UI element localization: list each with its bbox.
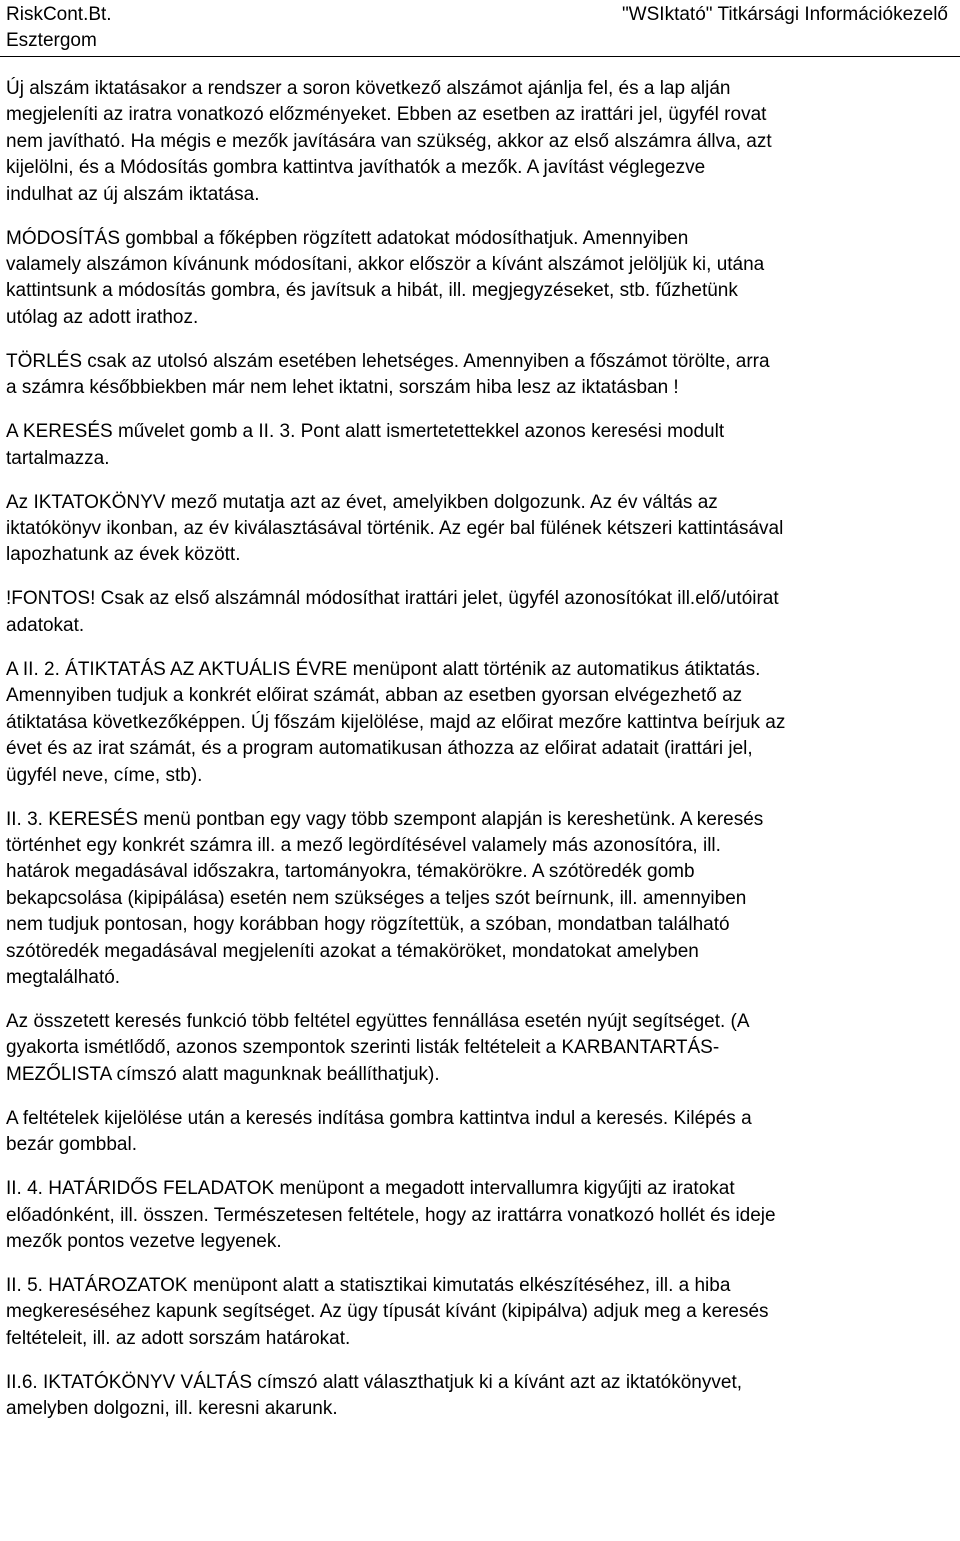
text-line: szótöredék megadásával megjeleníti azokat a témaköröket, mondatokat amelyben [6, 940, 699, 962]
paragraph [6, 349, 956, 402]
text-line: megkereséséhez kapunk segítséget. Az ügy típusát kívánt (kipipálva) adjuk meg a keresés [6, 1301, 769, 1323]
text-line: kijelölni, és a Módosítás gombra kattintva javíthatók a mezők. A javítást véglegezve [6, 157, 706, 179]
text-line: MÓDOSÍTÁS gombbal a főképben rögzített adatokat módosíthatjuk. Amennyiben [6, 227, 689, 249]
text-line: előadónként, ill. összen. Természetesen feltétele, hogy az irattárra vonatkozó hollét és ideje [6, 1204, 776, 1226]
text-line: A KERESÉS művelet gomb a II. 3. Pont alatt ismertetettekkel azonos keresési modult [6, 421, 725, 443]
text-line: nem tudjuk pontosan, hogy korábban hogy rögzítettük, a szóban, mondatban található [6, 914, 730, 936]
text-line: évet és az irat számát, és a program automatikusan áthozza az előirat adatait (irattári jel, [6, 738, 753, 760]
paragraph [6, 1009, 956, 1088]
text-line: TÖRLÉS csak az utolsó alszám esetében lehetséges. Amennyiben a főszámot törölte, arra [6, 350, 770, 372]
paragraph [6, 1370, 956, 1423]
text-line: ügyfél neve, címe, stb). [6, 764, 203, 786]
paragraph [6, 76, 956, 208]
text-line: II.6. IKTATÓKÖNYV VÁLTÁS címszó alatt választhatjuk ki a kívánt azt az iktatókönyvet, [6, 1371, 742, 1393]
text-line: a számra későbbiekben már nem lehet iktatni, sorszám hiba lesz az iktatásban ! [6, 377, 679, 399]
text-line: Az IKTATOKÖNYV mező mutatja azt az évet, amelyikben dolgozunk. Az év váltás az [6, 491, 718, 513]
text-line: !FONTOS! Csak az első alszámnál módosíthat irattári jelet, ügyfél azonosítókat ill.elő/utóirat [6, 588, 779, 610]
text-line: A II. 2. ÁTIKTATÁS AZ AKTUÁLIS ÉVRE menüpont alatt történik az automatikus átiktatás. [6, 658, 761, 680]
text-line: utólag az adott irathoz. [6, 306, 199, 328]
text-line: II. 4. HATÁRIDŐS FELADATOK menüpont a megadott intervallumra kigyűjti az iratokat [6, 1178, 735, 1200]
document-body [6, 76, 956, 1440]
text-line: amelyben dolgozni, ill. keresni akarunk. [6, 1398, 338, 1420]
text-line: átiktatása következőképpen. Új főszám kijelölése, majd az előirat mezőre kattintva beírjuk az [6, 711, 786, 733]
text-line: megjeleníti az iratra vonatkozó előzményeket. Ebben az esetben az irattári jel, ügyfél rovat [6, 104, 767, 126]
text-line: II. 5. HATÁROZATOK menüpont alatt a statisztikai kimutatás elkészítéséhez, ill. a hiba [6, 1274, 731, 1296]
company-name: RiskCont.Bt. [6, 4, 112, 25]
paragraph [6, 490, 956, 569]
text-line: kattintsunk a módosítás gombra, és javítsuk a hibát, ill. megjegyzéseket, stb. fűzhetünk [6, 280, 738, 302]
text-line: határok megadásával időszakra, tartományokra, témakörökre. A szótöredék gomb [6, 861, 695, 883]
header-divider [0, 56, 960, 57]
paragraph [6, 807, 956, 992]
text-line: Új alszám iktatásakor a rendszer a soron következő alszámot ajánlja fel, és a lap alján [6, 78, 731, 99]
text-line: tartalmazza. [6, 447, 110, 469]
company-block [6, 2, 112, 54]
text-line: A feltételek kijelölése után a keresés indítása gombra kattintva indul a keresés. Kilépés a [6, 1107, 752, 1129]
text-line: megtalálható. [6, 966, 121, 988]
text-line: feltételeit, ill. az adott sorszám határokat. [6, 1327, 351, 1349]
page-header [0, 0, 960, 58]
text-line: iktatókönyv ikonban, az év kiválasztásával történik. Az egér bal fülének kétszeri kattintásával [6, 518, 784, 540]
text-line: Amennyiben tudjuk a konkrét előirat számát, abban az esetben gyorsan elvégezhető az [6, 685, 743, 707]
document-title: "WSIktató" Titkársági Információkezelő [621, 4, 948, 25]
text-line: Az összetett keresés funkció több feltétel együttes fennállása esetén nyújt segítséget. (A [6, 1010, 750, 1032]
paragraph [6, 1106, 956, 1159]
paragraph [6, 586, 956, 639]
paragraph [6, 1176, 956, 1255]
text-line: történhet egy konkrét számra ill. a mező legördítésével valamely más azonosítóra, ill. [6, 834, 721, 856]
text-line: gyakorta ismétlődő, azonos szempontok szerinti listák feltételeit a KARBANTARTÁS- [6, 1037, 720, 1059]
paragraph [6, 1273, 956, 1352]
text-line: mezők pontos vezetve legyenek. [6, 1230, 282, 1252]
text-line: lapozhatunk az évek között. [6, 544, 241, 566]
text-line: adatokat. [6, 614, 85, 636]
company-city: Esztergom [6, 30, 97, 51]
text-line: II. 3. KERESÉS menü pontban egy vagy több szempont alapján is kereshetünk. A keresés [6, 808, 764, 830]
text-line: bekapcsolása (kipipálása) esetén nem szükséges a teljes szót beírnunk, ill. amennyiben [6, 887, 747, 909]
text-line: bezár gombbal. [6, 1134, 137, 1156]
paragraph [6, 226, 956, 332]
paragraph [6, 657, 956, 789]
text-line: indulhat az új alszám iktatása. [6, 183, 260, 205]
text-line: nem javítható. Ha mégis e mezők javítására van szükség, akkor az első alszámra állva, azt [6, 130, 772, 152]
text-line: valamely alszámon kívánunk módosítani, akkor először a kívánt alszámot jelöljük ki, utána [6, 254, 765, 276]
paragraph [6, 419, 956, 472]
text-line: MEZŐLISTA címszó alatt magunknak beállíthatjuk). [6, 1063, 440, 1085]
